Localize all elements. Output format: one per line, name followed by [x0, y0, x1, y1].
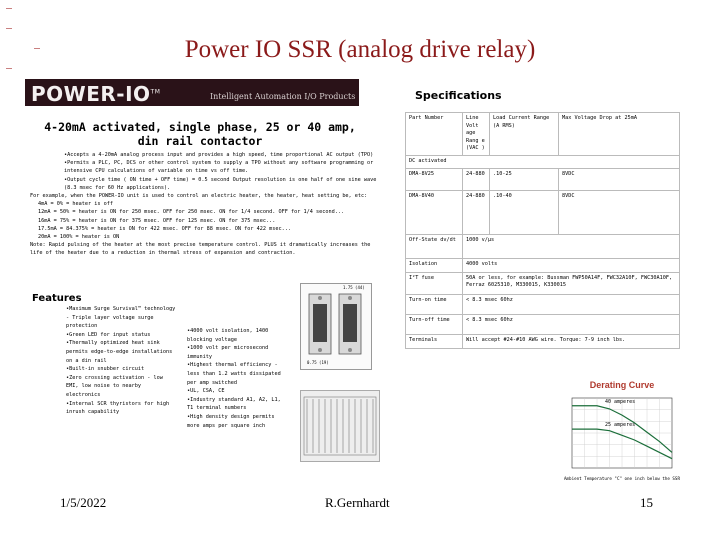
table-row — [406, 258, 680, 272]
header-cell: Load Current Range (A RMS) — [490, 113, 559, 156]
table-cell: Turn-on time — [406, 294, 463, 314]
feature-item: •Green LED for input status — [66, 331, 151, 338]
table-cell: Terminals — [406, 334, 463, 348]
description-line: 12mA = 50% = heater is ON for 250 msec. OFF for 250 msec. ON for 1/4 second. OFF for 1/4 second... — [38, 209, 345, 216]
logo-tagline: Intelligent Automation I/O Products — [210, 92, 356, 101]
table-cell: 4000 volts — [463, 258, 680, 272]
footer-author: R.Gernhardt — [325, 495, 390, 510]
table-cell: < 8.3 msec 60hz — [463, 294, 680, 314]
feature-item: •Thermally optimized heat sink permits edge-to-edge installations on a din rail — [66, 340, 173, 364]
feature-item: •Maximum Surge Survival™ technology - Triple layer voltage surge protection — [66, 306, 176, 330]
feature-item: •Zero crossing activation - low EMI, low noise to nearby electronics — [66, 374, 163, 398]
derating-chart — [560, 376, 680, 491]
description-line: 4mA = 0% = heater is off — [38, 201, 113, 208]
table-cell: Will accept #24-#10 AWG wire. Torque: 7-9 inch lbs. — [463, 334, 680, 348]
footer-page-number: 15 — [640, 495, 653, 510]
feature-item: •High density design permits more amps per square inch — [187, 413, 275, 429]
chart-series-label: 40 amperes — [605, 398, 636, 405]
table-cell: .10-25 — [490, 168, 559, 190]
header-cell: Line Volt age Rang e (VAC ) — [463, 113, 490, 156]
table-cell: 1000 v/µs — [463, 234, 680, 258]
feature-item: •4000 volt isolation, 1400 blocking voltage — [187, 328, 269, 343]
features-heading: Features — [32, 293, 82, 304]
ssr-side-drawing — [300, 390, 380, 462]
header-cell: Part Number — [406, 113, 463, 156]
footer-date: 1/5/2022 — [60, 495, 107, 510]
description-line: 17.5mA = 84.375% = heater is ON for 422 msec. OFF for 88 msec. ON for 422 msec... — [38, 225, 291, 232]
heat-sink-svg — [301, 391, 379, 461]
derating-chart-svg — [560, 376, 680, 491]
description-line: For example, when the POWER-IO unit is used to control an electric heater, the heater, heat setting be, etc: — [30, 193, 368, 200]
table-cell: 50A or less, for example: Bussman FWP50A14F, FWC32A10F, FWC30A10F, Ferraz 6025310, M330015, K330015 — [463, 272, 680, 294]
feature-item: •Internal SCR thyristors for high inrush capability — [66, 400, 170, 416]
chart-title: Derating Curve — [589, 380, 655, 390]
table-cell: DMA-8V25 — [406, 168, 463, 190]
description-line: Note: Rapid pulsing of the heater at the most precise temperature control. PLUS it dramatically increases the life of the heater due to a reduction in thermal stress of expansion and contraction. — [30, 242, 371, 257]
dimension-label-bottom: 0.75 (19) — [307, 360, 329, 365]
chart-series-label: 25 amperes — [605, 422, 636, 429]
feature-item: •Industry standard A1, A2, L1, T1 terminal numbers — [187, 396, 281, 412]
table-header-row — [406, 113, 680, 156]
description-line: 20mA = 100% = heater is ON — [38, 234, 120, 241]
slide-title: Power IO SSR (analog drive relay) — [184, 36, 536, 63]
table-cell: Isolation — [406, 258, 463, 272]
description-block — [30, 151, 380, 258]
dimension-label-top: 1.75 (44) — [343, 285, 365, 290]
description-line: 16mA = 75% = heater is ON for 375 msec. OFF for 125 msec. ON for 375 msec... — [38, 217, 276, 224]
ssr-front-svg — [301, 284, 371, 369]
feature-item: •Built-in snubber circuit — [66, 366, 145, 373]
table-cell: Off-State dv/dt — [406, 234, 463, 258]
table-cell: DMA-8V40 — [406, 190, 463, 234]
table-cell: 24-880 — [463, 190, 490, 234]
description-line: •Permits a PLC, PC, DCS or other control system to supply a TPO without any software programming or intensive CPU calculations of variable on time vs off time. — [64, 160, 374, 175]
table-row — [406, 272, 680, 294]
feature-item: •Highest thermal efficiency - less than 1.2 watts dissipated per amp switched — [187, 362, 281, 386]
main-heading: 4-20mA activated, single phase, 25 or 40 amp, din rail contactor — [44, 120, 356, 148]
table-cell: < 8.3 msec 60hz — [463, 314, 680, 334]
table-cell: I²T fuse — [406, 272, 463, 294]
table-row — [406, 334, 680, 348]
table-cell: 24-880 — [463, 168, 490, 190]
table-row — [406, 294, 680, 314]
description-line: •Accepts a 4-20mA analog process input and provides a high speed, time proportional AC output (TPO) — [64, 152, 374, 158]
table-cell: Turn-off time — [406, 314, 463, 334]
table-cell: 8VDC — [559, 190, 680, 234]
feature-item: •1000 volt per microsecond immunity — [187, 345, 269, 360]
specifications-heading: Specifications — [415, 89, 502, 102]
description-line: •Output cycle time ( ON time + OFF time) = 0.5 second Output resolution is one half of one sine wave (8.3 msec for 60 Hz applications). — [64, 176, 377, 191]
dc-activated-label: DC activated — [406, 155, 680, 168]
feature-item: •UL, CSA, CE — [187, 388, 225, 395]
table-row — [406, 234, 680, 258]
table-row — [406, 168, 680, 190]
table-row — [406, 190, 680, 234]
features-list-left — [66, 305, 176, 417]
table-cell: .10-40 — [490, 190, 559, 234]
features-list-right — [187, 327, 287, 430]
chart-x-axis-label: Ambient Temperature "C" one inch below the SSR — [564, 476, 680, 481]
header-cell: Max Voltage Drop at 25mA — [559, 113, 680, 156]
specifications-table — [405, 112, 680, 349]
logo-brand: POWER-IO™ — [31, 82, 161, 106]
table-row — [406, 314, 680, 334]
table-cell: 8VDC — [559, 168, 680, 190]
ssr-front-drawing — [300, 283, 372, 370]
